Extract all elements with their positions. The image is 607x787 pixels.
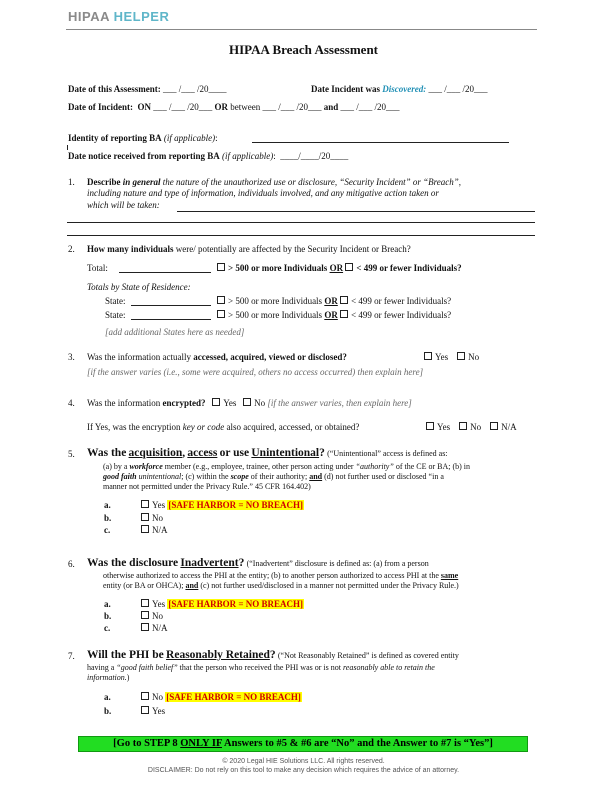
notice-label: Date notice received from reporting BA — [68, 151, 220, 161]
q4-sub-post: also acquired, accessed, or obtained? — [226, 422, 360, 432]
q3-yes-label: Yes — [435, 352, 449, 362]
q5-def2-em3: scope — [230, 472, 249, 481]
identity-colon: : — [215, 133, 218, 143]
q6-definition — [103, 571, 543, 591]
q7-reasonably-retained: Reasonably Retained — [166, 649, 270, 661]
q5-b-label: b. — [104, 513, 112, 523]
q2-500-label: > 500 or more Individuals — [228, 263, 328, 273]
q7-no-checkbox[interactable] — [141, 692, 149, 700]
q7-number: 7. — [68, 651, 75, 661]
q7-yes-label: Yes — [152, 706, 166, 716]
q5-no-checkbox[interactable] — [141, 513, 149, 521]
q2-state1-499-checkbox[interactable] — [340, 296, 348, 304]
q7-b-label: b. — [104, 706, 112, 716]
q5-na-checkbox[interactable] — [141, 525, 149, 533]
logo-part2: HELPER — [113, 9, 170, 24]
q2-state1-options — [217, 296, 451, 307]
q2-total-label: Total: — [87, 263, 108, 273]
page-title: HIPAA Breach Assessment — [228, 42, 379, 57]
q3-question — [87, 352, 347, 363]
q2-total-options — [217, 263, 462, 274]
q5-qmark: ? — [319, 447, 325, 459]
q5-def3: manner not permitted under the Privacy Rule.” 45 CFR 164.402) — [103, 482, 311, 491]
step-only-if: ONLY IF — [180, 738, 222, 749]
q2-number: 2. — [68, 244, 75, 254]
identity-label: Identity of reporting BA — [68, 133, 162, 143]
q6-no-checkbox[interactable] — [141, 611, 149, 619]
q7-a-label: a. — [104, 692, 111, 702]
q4-sub-em: key or code — [182, 422, 225, 432]
q2-state-heading: Totals by State of Residence: — [87, 282, 191, 292]
q4-sub-na-label: N/A — [501, 422, 517, 432]
q2-state1-label: State: — [105, 296, 126, 306]
q7-safe-harbor: [SAFE HARBOR = NO BREACH] — [166, 692, 301, 702]
q6-question — [87, 556, 429, 570]
q1-text — [87, 177, 547, 211]
incident-to-field[interactable]: ___ /___ /20___ — [340, 102, 400, 112]
q7-no-label: No — [152, 692, 163, 702]
q3-pre: Was the information actually — [87, 352, 191, 362]
q1-lead-em: in general — [122, 177, 161, 187]
q4-sub-yes-label: Yes — [437, 422, 451, 432]
q6-yes-checkbox[interactable] — [141, 599, 149, 607]
q5-b-option — [141, 513, 163, 524]
identity-field[interactable] — [252, 142, 509, 143]
q5-def2-and: and — [309, 472, 323, 481]
q1-line1: the nature of the unauthorized use or disclosure, “Security Incident” or “Breach”, — [162, 177, 461, 187]
q6-def3-and: and — [185, 581, 199, 590]
q2-state2-500-label: > 500 or more Individuals — [228, 310, 323, 320]
discovered-date-label: Date Incident was — [311, 84, 380, 94]
q2-state1-field[interactable] — [131, 305, 211, 306]
incident-from-field[interactable]: ___ /___ /20___ — [262, 102, 322, 112]
q5-pre: Was the — [87, 447, 127, 459]
incident-between: between — [230, 102, 261, 112]
q7-qmark: ? — [269, 649, 276, 661]
q5-c-label: c. — [104, 525, 111, 535]
step-banner — [78, 736, 528, 752]
incident-and: and — [323, 102, 339, 112]
incident-date — [68, 102, 400, 113]
q4-yes-checkbox[interactable] — [212, 398, 220, 406]
q4-question — [87, 398, 412, 409]
q6-inadvertent: Inadvertent — [180, 557, 239, 569]
q6-c-label: c. — [104, 623, 111, 633]
assessment-date — [68, 84, 227, 95]
incident-date-label: Date of Incident: — [68, 102, 133, 112]
q3-options — [424, 352, 479, 363]
q5-yes-checkbox[interactable] — [141, 500, 149, 508]
q3-number: 3. — [68, 352, 75, 362]
q4-sub-pre: If Yes, was the encryption — [87, 422, 181, 432]
q2-or: OR — [329, 263, 344, 273]
q6-no-label: No — [152, 611, 163, 621]
q4-sub-no-label: No — [470, 422, 482, 432]
cursor-mark — [67, 145, 68, 150]
q3-yes-checkbox[interactable] — [424, 352, 432, 360]
header-divider — [66, 29, 537, 30]
q2-state2-or: OR — [324, 310, 338, 320]
q6-def1: (“Inadvertent” disclosure is defined as: (a) from a person — [246, 559, 429, 568]
q7-def1: (“Not Reasonably Retained” is defined as covered entity — [277, 651, 459, 660]
q5-comma: , — [182, 447, 186, 459]
q3-note: [if the answer varies (i.e., some were acquired, others no access occurred) then explain here] — [87, 367, 424, 377]
q5-c-option — [141, 525, 168, 536]
q6-def2-same: same — [440, 571, 459, 580]
q7-b-option — [141, 706, 165, 717]
q5-no-label: No — [152, 513, 163, 523]
q2-state1-500-label: > 500 or more Individuals — [228, 296, 323, 306]
q7-def2: having a — [87, 663, 115, 672]
q2-question — [87, 244, 411, 255]
q6-b-label: b. — [104, 611, 112, 621]
discovered-date-field[interactable]: ___ /___ /20___ — [428, 84, 488, 94]
q5-access: access — [187, 447, 218, 459]
q5-safe-harbor: [SAFE HARBOR = NO BREACH] — [168, 500, 303, 510]
q7-a-option — [141, 692, 302, 703]
q4-number: 4. — [68, 398, 75, 408]
q6-number: 6. — [68, 559, 75, 569]
q7-def3-em: information. — [87, 673, 127, 682]
identity-row — [68, 133, 218, 144]
incident-on-field[interactable]: ___ /___ /20___ — [153, 102, 213, 112]
q5-def2b: of their authority; — [250, 472, 308, 481]
q5-unintentional: Unintentional — [251, 447, 320, 459]
q6-a-label: a. — [104, 599, 111, 609]
q4-pre: Was the information — [87, 398, 161, 408]
q2-total-row — [87, 263, 108, 274]
q6-def3: entity (or BA or OHCA); — [103, 581, 184, 590]
identity-qualifier: (if applicable) — [163, 133, 216, 143]
q5-definition — [103, 462, 543, 492]
q2-state1-500-checkbox[interactable] — [217, 296, 225, 304]
q5-def1b: member (e.g., employee, trainee, other person acting under — [164, 462, 354, 471]
q4-sub-question — [87, 422, 359, 433]
q5-def1-q: “authority” — [355, 462, 394, 471]
q7-def3: ) — [126, 673, 130, 682]
q2-state2-field[interactable] — [131, 319, 211, 320]
q2-state2-499-label: < 499 or fewer Individuals? — [351, 310, 452, 320]
q4-no-label: No — [254, 398, 266, 408]
q6-pre: Was the disclosure — [87, 557, 179, 569]
notice-qualifier: (if applicable) — [221, 151, 274, 161]
step-rest: Answers to #5 & #6 are “No” and the Answer to #7 is “Yes”] — [224, 738, 493, 749]
q6-a-option — [141, 599, 304, 610]
q1-line2: including nature and type of information, individuals involved, and any mitigative action taken or — [87, 188, 439, 199]
q5-def2-em2: unintentional — [138, 472, 182, 481]
q6-def2: otherwise authorized to access the PHI at the entity; (b) to another person authorized to access PHI at the — [103, 571, 439, 580]
q4-note: [if the answer varies, then explain here] — [267, 398, 412, 408]
q2-state2-options — [217, 310, 451, 321]
q2-total-field[interactable] — [119, 272, 211, 273]
q1-number: 1. — [68, 177, 75, 187]
discovered-label-em: Discovered: — [382, 84, 427, 94]
q5-number: 5. — [68, 449, 75, 459]
notice-colon: : — [273, 151, 276, 161]
q7-definition — [87, 663, 537, 683]
q2-lead: How many individuals — [87, 244, 174, 254]
step-open: [Go to STEP 8 — [113, 738, 178, 749]
q1-answer-line2[interactable] — [67, 222, 535, 223]
incident-on: ON — [137, 102, 151, 112]
q3-no-label: No — [468, 352, 480, 362]
q6-na-label: N/A — [152, 623, 168, 633]
q5-def1: (a) by a — [103, 462, 128, 471]
q2-state1-or: OR — [324, 296, 338, 306]
assessment-date-label: Date of this Assessment: — [68, 84, 161, 94]
q1-lead: Describe — [87, 177, 121, 187]
logo — [68, 9, 169, 25]
q2-state2-500-checkbox[interactable] — [217, 310, 225, 318]
q6-b-option — [141, 611, 163, 622]
q6-safe-harbor: [SAFE HARBOR = NO BREACH] — [168, 599, 303, 609]
q4-no-checkbox[interactable] — [243, 398, 251, 406]
q6-def3b: (c) not further used/disclosed in a manner not permitted under the Privacy Rule.) — [200, 581, 459, 590]
q2-499-label: < 499 or fewer Individuals? — [356, 263, 462, 273]
q7-pre: Will the PHI be — [87, 649, 164, 661]
q5-def2: ; (c) within the — [181, 472, 229, 481]
q2-state1-499-label: < 499 or fewer Individuals? — [351, 296, 452, 306]
assessment-date-field[interactable]: ___ /___ /20____ — [163, 84, 227, 94]
incident-or: OR — [214, 102, 229, 112]
q1-line3: which will be taken: — [87, 199, 160, 210]
discovered-date — [311, 84, 488, 95]
q4-yes-label: Yes — [223, 398, 237, 408]
q7-def2-em2: reasonably able to retain the — [342, 663, 435, 672]
q1-answer-line1[interactable] — [177, 211, 535, 212]
q4-sub-yes-checkbox[interactable] — [426, 422, 434, 430]
q5-def-open: (“Unintentional” access is defined as: — [327, 449, 448, 458]
q2-add-states: [add additional States here as needed] — [105, 327, 245, 337]
q7-def2-em: “good faith belief” — [116, 663, 178, 672]
q7-yes-checkbox[interactable] — [141, 706, 149, 714]
q5-def1c: of the CE or BA; (b) in — [395, 462, 471, 471]
q5-question — [87, 446, 448, 460]
q6-yes-label: Yes — [152, 599, 166, 609]
q5-a-label: a. — [104, 500, 111, 510]
q2-state2-499-checkbox[interactable] — [340, 310, 348, 318]
q2-500-checkbox[interactable] — [217, 263, 225, 271]
notice-row — [68, 151, 348, 162]
q6-c-option — [141, 623, 168, 634]
q4-bold: encrypted? — [162, 398, 206, 408]
q6-qmark: ? — [238, 557, 245, 569]
q5-acquisition: acquisition — [128, 447, 183, 459]
notice-date-field[interactable]: ____/____/20____ — [280, 151, 349, 161]
q3-no-checkbox[interactable] — [457, 352, 465, 360]
q5-def1-em: workforce — [129, 462, 163, 471]
q4-sub-no-checkbox[interactable] — [459, 422, 467, 430]
q7-question — [87, 648, 459, 662]
logo-part1: HIPAA — [68, 9, 110, 24]
q5-or-use: or use — [219, 447, 250, 459]
q7-def2b: that the person who received the PHI was or is not — [179, 663, 341, 672]
q1-answer-line3[interactable] — [67, 235, 535, 236]
disclaimer: DISCLAIMER: Do not rely on this tool to make any decision which requires the advice of an attorney. — [147, 767, 460, 774]
q6-na-checkbox[interactable] — [141, 623, 149, 631]
q3-bold: accessed, acquired, viewed or disclosed? — [193, 352, 347, 362]
q4-sub-na-checkbox[interactable] — [490, 422, 498, 430]
q2-text: were/ potentially are affected by the Security Incident or Breach? — [175, 244, 411, 254]
q2-state2-label: State: — [105, 310, 126, 320]
q5-def2-em: good faith — [103, 472, 137, 481]
copyright: © 2020 Legal HIE Solutions LLC. All rights reserved. — [222, 758, 385, 765]
q5-yes-label: Yes — [152, 500, 166, 510]
q2-499-checkbox[interactable] — [345, 263, 353, 271]
q5-a-option — [141, 500, 304, 511]
q4-sub-options — [426, 422, 517, 433]
q5-na-label: N/A — [152, 525, 168, 535]
q5-def2c: (d) not further used or disclosed “in a — [324, 472, 444, 481]
